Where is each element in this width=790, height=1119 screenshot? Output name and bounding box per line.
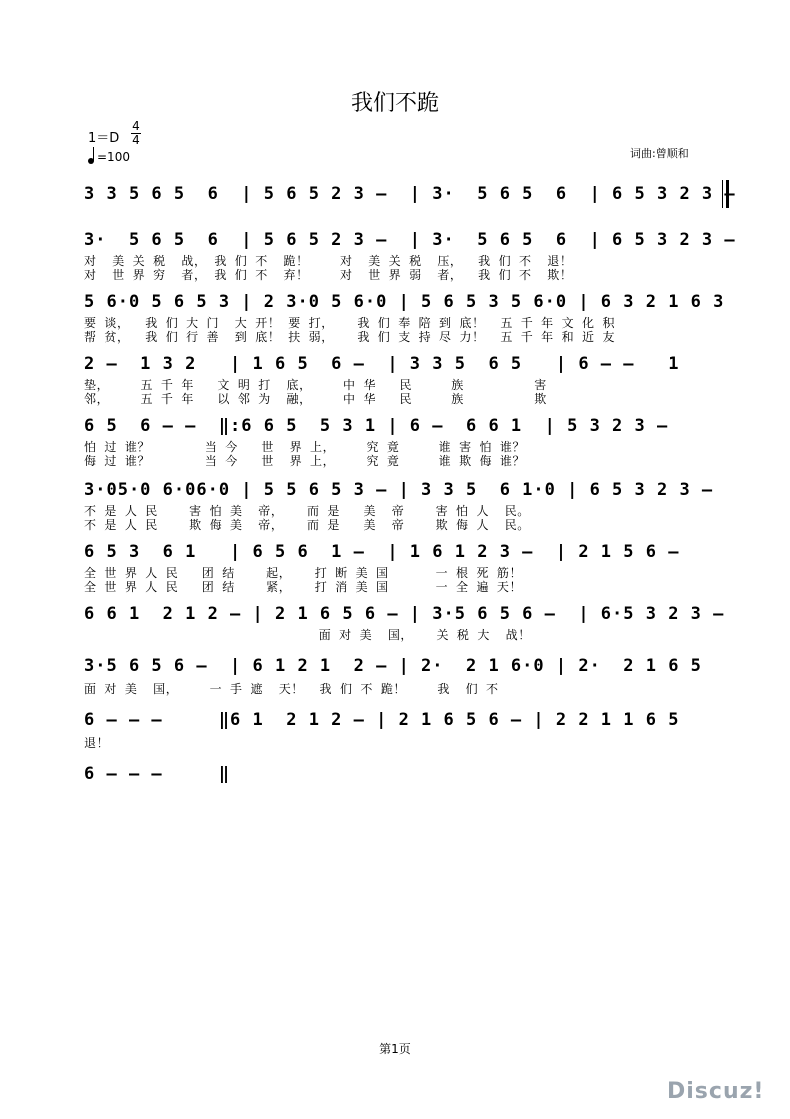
- lyric-line-1: 要 谈， 我 们 大 门 大 开！ 要 打， 我 们 奉 陪 到 底！ 五 千 年 文 化 积: [84, 316, 616, 330]
- lyric-line-1: 垫， 五 千 年 文 明 打 底， 中 华 民 族 害: [84, 378, 547, 392]
- notes: 6 5 6 – – ‖:6 6 5 5 3 1 | 6 – 6 6 1 | 5 3 2 3 –: [84, 416, 669, 436]
- tempo-value: =100: [97, 150, 130, 164]
- notes: 6 – – – ‖6 1 2 1 2 – | 2 1 6 5 6 – | 2 2 1 1 6 5: [84, 710, 680, 730]
- lyric-line-2: 对 世 界 穷 者， 我 们 不 弃！ 对 世 界 弱 者， 我 们 不 欺！: [84, 268, 573, 282]
- lyric-line-1: 退！: [84, 736, 110, 750]
- watermark-logo: Discuz!: [667, 1079, 765, 1104]
- lyric-line-2: 不 是 人 民 欺 侮 美 帝， 而 是 美 帝 欺 侮 人 民。: [84, 518, 530, 532]
- notes: 5 6·0 5 6 5 3 | 2 3·0 5 6·0 | 5 6 5 3 5 6·0 | 6 3 2 1 6 3: [84, 292, 725, 312]
- lyric-line-2: 侮 过 谁？ 当 今 世 界 上， 究 竟 谁 欺 侮 谁？: [84, 454, 526, 468]
- notes: 3 3 5 6 5 6 | 5 6 5 2 3 – | 3· 5 6 5 6 | 6 5 3 2 3 –: [84, 184, 736, 204]
- meter-bottom: 4: [132, 133, 140, 147]
- lyric-line-1: 全 世 界 人 民 团 结 起， 打 断 美 国 一 根 死 筋！: [84, 566, 523, 580]
- lyric-line-1: 面 对 美 国， 一 手 遮 天！ 我 们 不 跪！ 我 们 不: [84, 682, 499, 696]
- lyric-line-1: 面 对 美 国， 关 税 大 战！: [84, 628, 531, 642]
- notes: 3· 5 6 5 6 | 5 6 5 2 3 – | 3· 5 6 5 6 | 6 5 3 2 3 –: [84, 230, 736, 250]
- notes: 6 6 1 2 1 2 – | 2 1 6 5 6 – | 3·5 6 5 6 – | 6·5 3 2 3 –: [84, 604, 725, 624]
- lyric-line-1: 对 美 关 税 战， 我 们 不 跪！ 对 美 关 税 压， 我 们 不 退！: [84, 254, 573, 268]
- notes: 6 5 3 6 1 | 6 5 6 1 – | 1 6 1 2 3 – | 2 1 5 6 –: [84, 542, 680, 562]
- score-row: [0, 354, 790, 424]
- notes: 3·5 6 5 6 – | 6 1 2 1 2 – | 2· 2 1 6·0 | 2· 2 1 6 5: [84, 656, 702, 676]
- lyric-line-1: 不 是 人 民 害 怕 美 帝， 而 是 美 帝 害 怕 人 民。: [84, 504, 530, 518]
- notes: 2 – 1 3 2 | 1 6 5 6 – | 3 3 5 6 5 | 6 – – 1: [84, 354, 680, 374]
- score-row: [0, 764, 790, 834]
- lyric-line-2: 帮 贫， 我 们 行 善 到 底！ 扶 弱， 我 们 支 持 尽 力！ 五 千 年 和 近 友: [84, 330, 616, 344]
- page-number: 第1页: [379, 1042, 411, 1056]
- notes: 3·05·0 6·06·0 | 5 5 6 5 3 – | 3 3 5 6 1·0 | 6 5 3 2 3 –: [84, 480, 714, 500]
- key-signature: 1＝D: [88, 131, 120, 146]
- song-title: 我们不跪: [350, 91, 439, 116]
- quarter-note-icon: [88, 158, 94, 164]
- score-row: [0, 292, 790, 362]
- score-row: [0, 542, 790, 612]
- score-row: [0, 416, 790, 486]
- credit-text: 词曲:曾顺和: [630, 147, 689, 160]
- score-row: [0, 230, 790, 300]
- lyric-line-2: 邻， 五 千 年 以 邻 为 融， 中 华 民 族 欺: [84, 392, 547, 406]
- score-row: [0, 480, 790, 550]
- time-signature: [131, 120, 141, 147]
- notes: 6 – – – ‖: [84, 764, 231, 784]
- tempo-marking: [88, 150, 130, 164]
- lyric-line-2: 全 世 界 人 民 团 结 紧， 打 消 美 国 一 全 遍 天！: [84, 580, 523, 594]
- double-barline: [722, 180, 729, 208]
- meter-top: 4: [132, 119, 140, 133]
- lyric-line-1: 怕 过 谁？ 当 今 世 界 上， 究 竟 谁 害 怕 谁？: [84, 440, 526, 454]
